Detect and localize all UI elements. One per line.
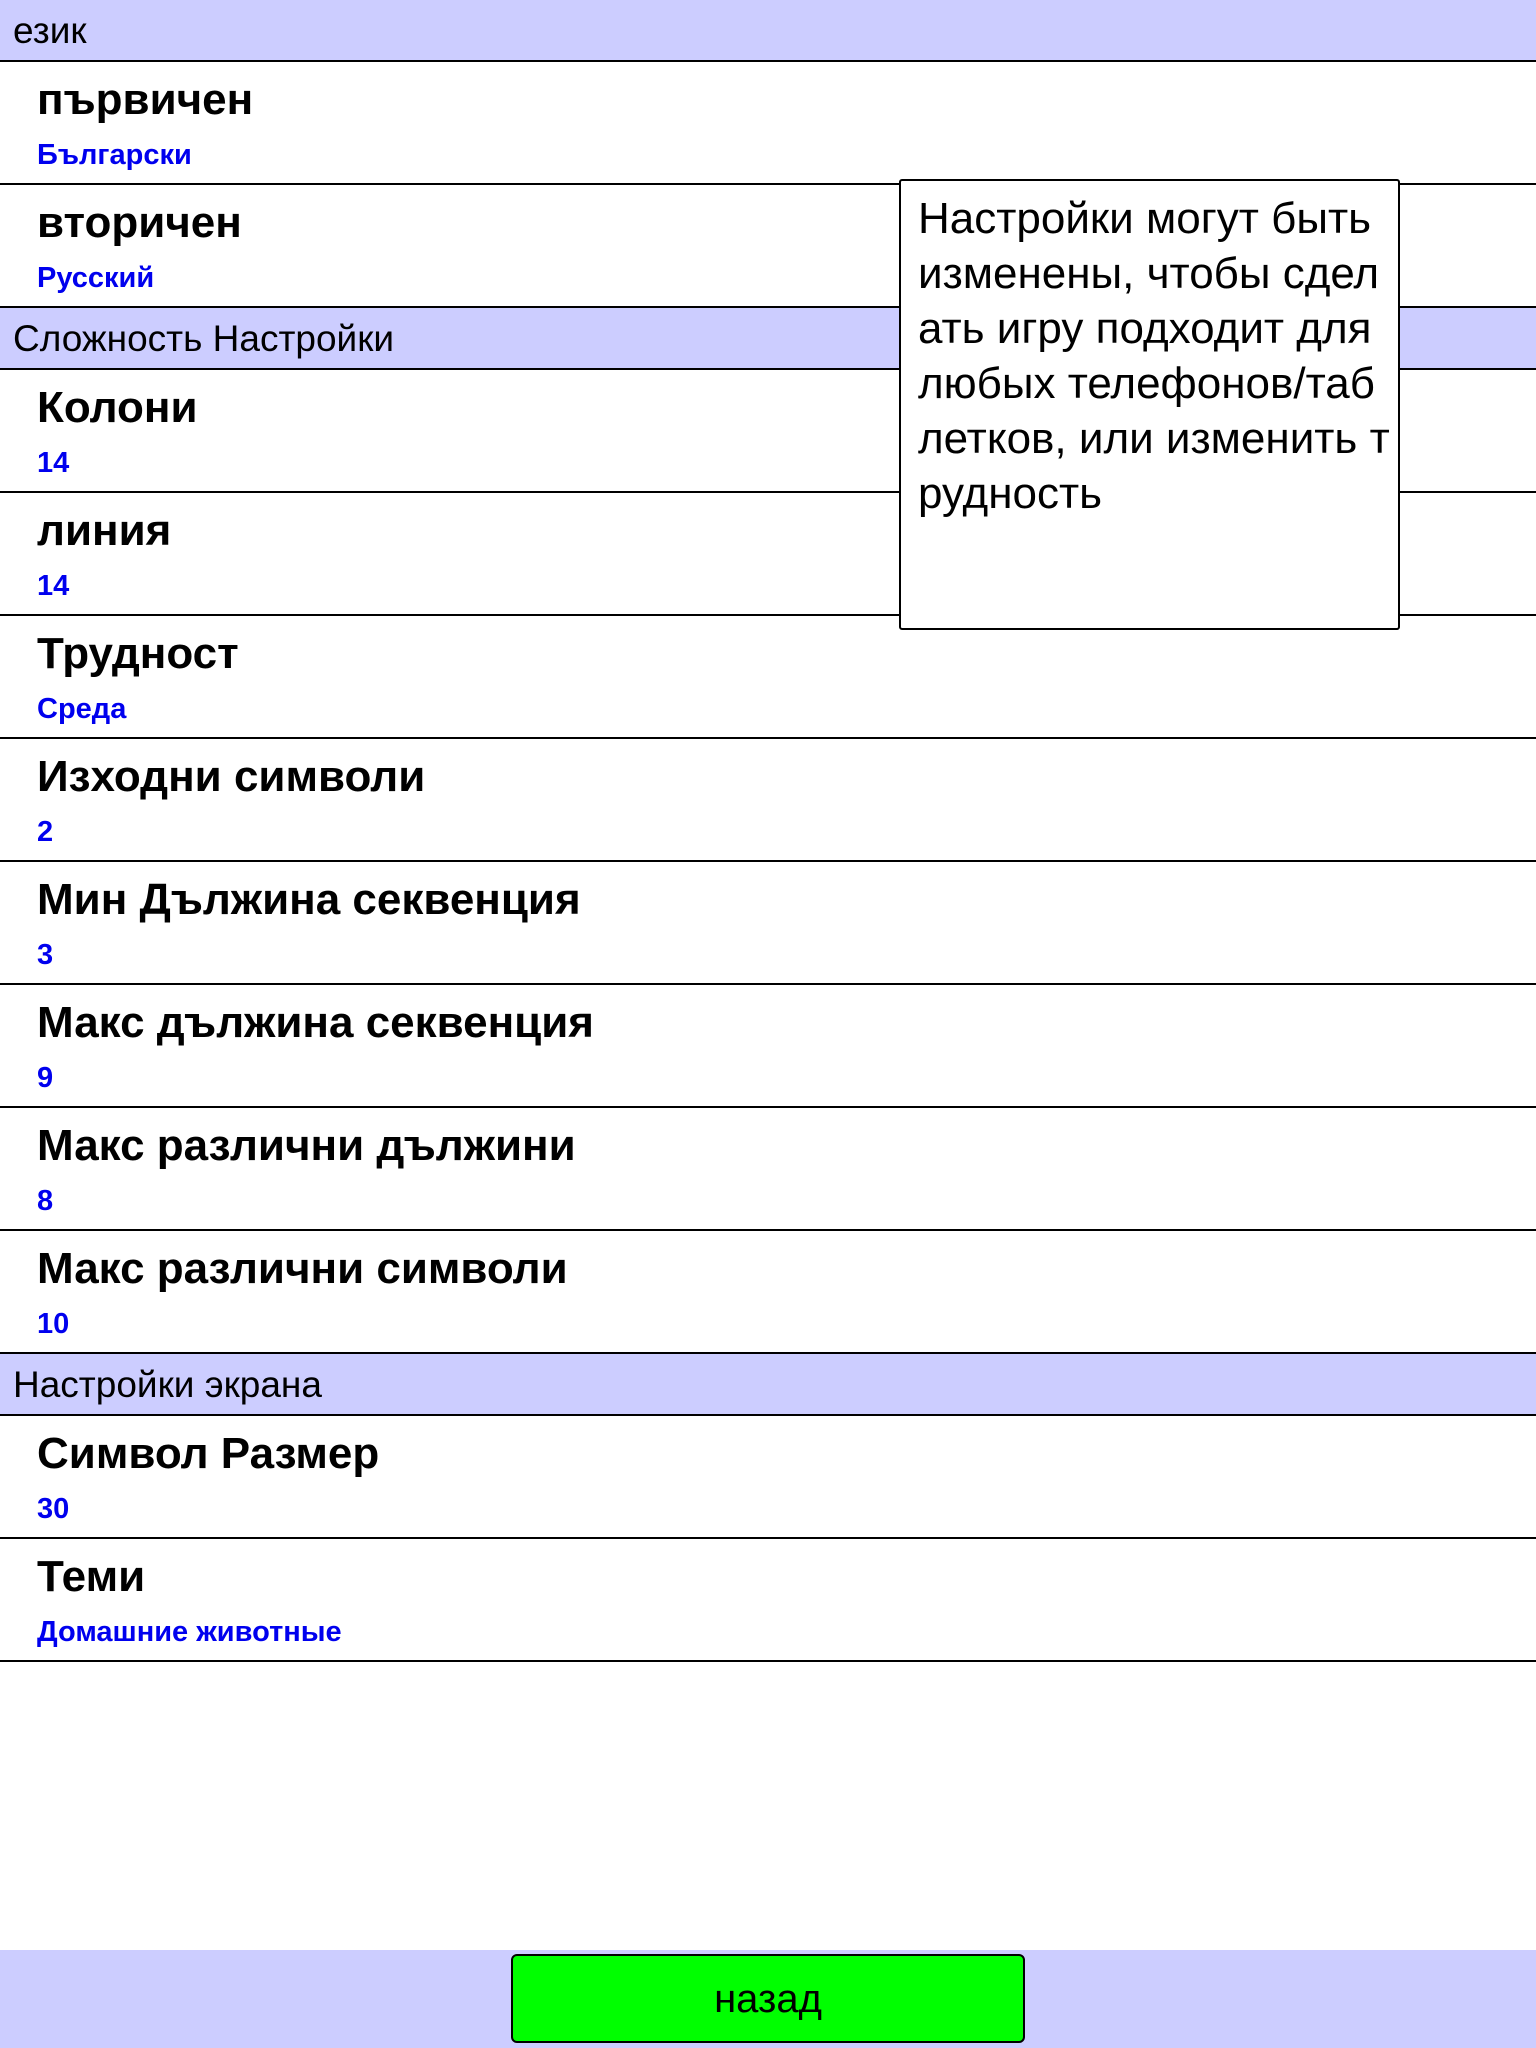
pref-value: 2 xyxy=(37,816,54,848)
pref-value: Български xyxy=(37,139,192,171)
pref-title: Изходни символи xyxy=(37,752,426,801)
pref-value: 10 xyxy=(37,1308,70,1340)
pref-value: 8 xyxy=(37,1185,54,1217)
pref-value: 9 xyxy=(37,1062,54,1094)
section-header-screen xyxy=(0,1354,1536,1416)
help-tooltip xyxy=(899,179,1400,630)
pref-themes[interactable] xyxy=(0,1539,1536,1662)
section-header-label: език xyxy=(13,10,87,51)
pref-title: Мин Дължина секвенция xyxy=(37,875,581,924)
pref-title: Макс различни символи xyxy=(37,1244,568,1293)
tooltip-text: Настройки могут быть изменены, чтобы сделать игру подходит для любых телефонов/таблетков, или изменить трудность xyxy=(918,194,1390,518)
pref-max-different-symbols[interactable] xyxy=(0,1231,1536,1354)
pref-primary-language[interactable] xyxy=(0,62,1536,185)
pref-max-different-lengths[interactable] xyxy=(0,1108,1536,1231)
pref-value: 14 xyxy=(37,447,70,479)
pref-value: Русский xyxy=(37,262,155,294)
bottom-bar xyxy=(0,1950,1536,2048)
pref-title: Теми xyxy=(37,1552,146,1601)
pref-title: линия xyxy=(37,506,172,555)
pref-title: Макс дължина секвенция xyxy=(37,998,594,1047)
section-header-language xyxy=(0,0,1536,62)
pref-title: първичен xyxy=(37,75,254,124)
pref-max-sequence-length[interactable] xyxy=(0,985,1536,1108)
pref-title: Колони xyxy=(37,383,198,432)
back-button[interactable] xyxy=(511,1954,1025,2043)
pref-title: Трудност xyxy=(37,629,239,678)
pref-symbol-size[interactable] xyxy=(0,1416,1536,1539)
pref-value: 30 xyxy=(37,1493,70,1525)
pref-difficulty[interactable] xyxy=(0,616,1536,739)
section-header-label: Сложность Настройки xyxy=(13,318,395,359)
pref-value: 14 xyxy=(37,570,70,602)
pref-min-sequence-length[interactable] xyxy=(0,862,1536,985)
pref-title: вторичен xyxy=(37,198,242,247)
pref-title: Символ Размер xyxy=(37,1429,380,1478)
pref-title: Макс различни дължини xyxy=(37,1121,576,1170)
pref-value: 3 xyxy=(37,939,54,971)
section-header-label: Настройки экрана xyxy=(13,1364,322,1405)
pref-value: Среда xyxy=(37,693,127,725)
back-button-label: назад xyxy=(714,1977,822,2021)
pref-source-symbols[interactable] xyxy=(0,739,1536,862)
pref-value: Домашние животные xyxy=(37,1616,342,1648)
